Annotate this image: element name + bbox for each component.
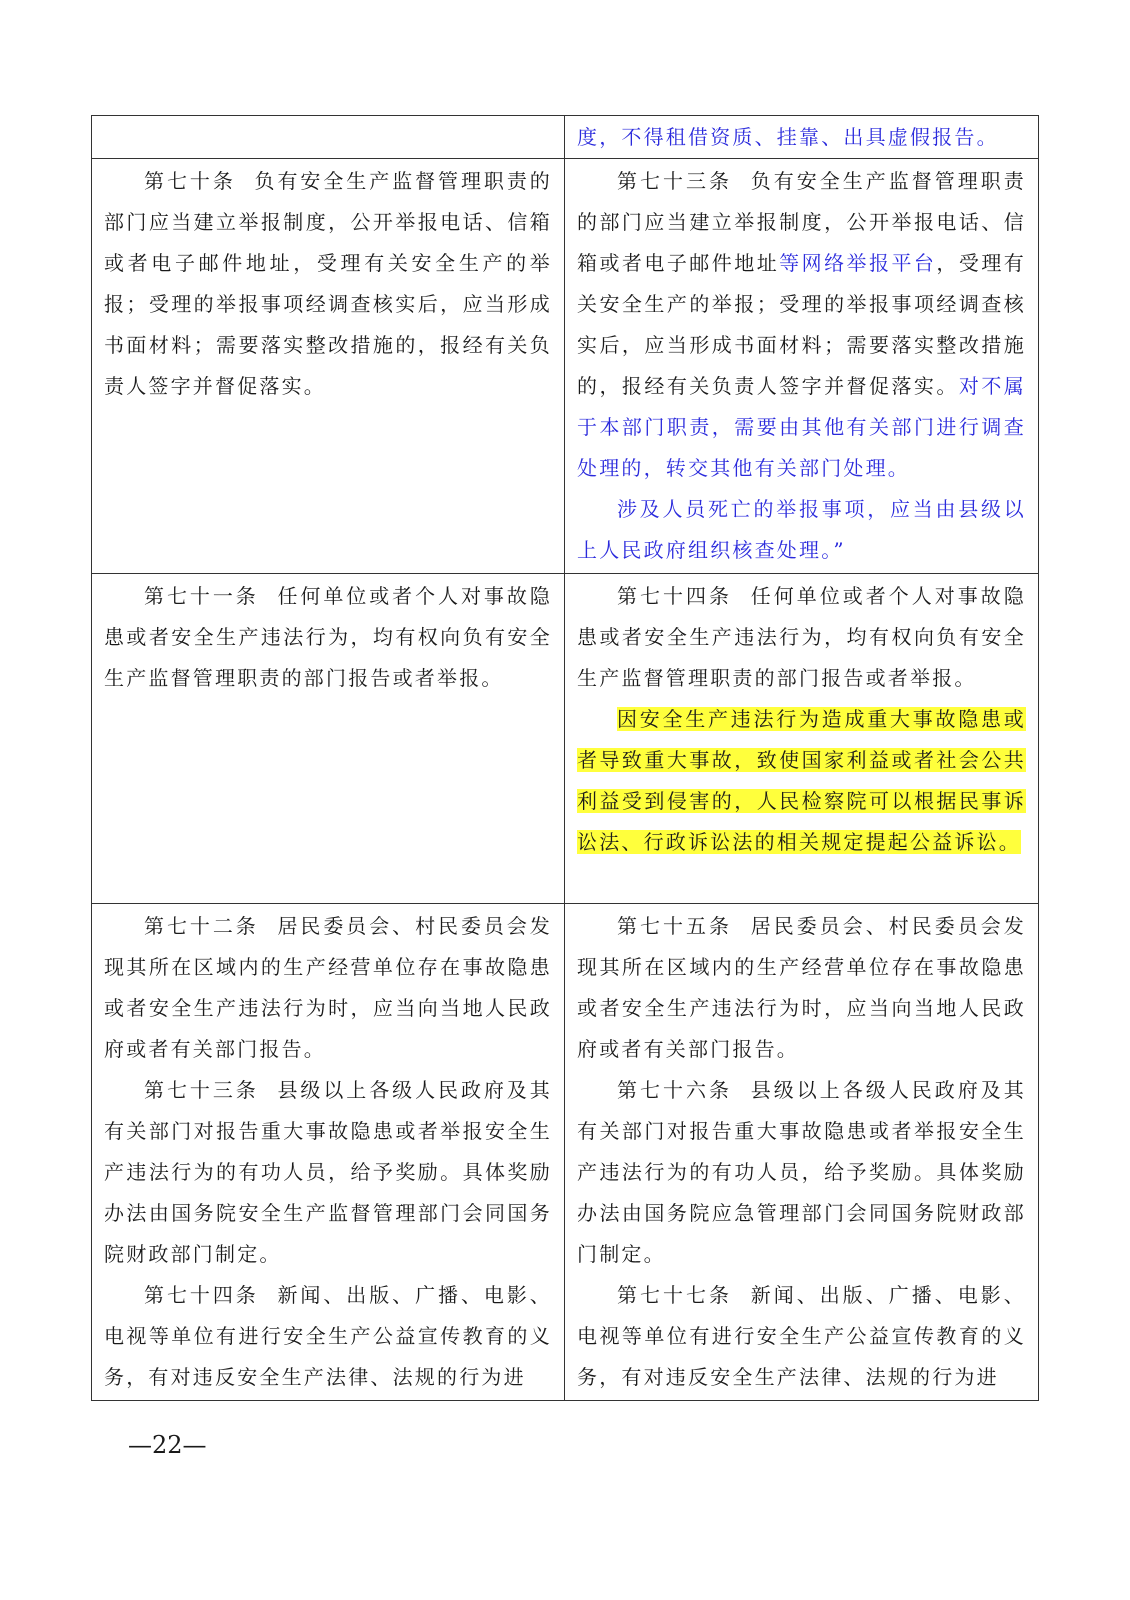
article-paragraph [577,576,1026,699]
article-number: 第七十条 [144,169,236,193]
article-number: 第七十三条 [617,169,732,193]
article-text: ，受理有关安全生产的举报；受理的举报事项经调查核实后，应当形成书面材料；需要落实整改措施的，报经有关负责人签字并督促落实。 [577,251,1026,398]
article-text: 居民委员会、村民委员会发现其所在区域内的生产经营单位存在事故隐患或者安全生产违法行为时，应当向当地人民政府或者有关部门报告。 [577,914,1026,1061]
paragraph [577,118,1026,156]
article-paragraph [104,1070,552,1275]
article-paragraph [577,161,1026,489]
article-number: 第七十七条 [617,1283,732,1307]
article-paragraph [104,576,552,699]
added-paragraph [577,699,1026,863]
article-text: 任何单位或者个人对事故隐患或者安全生产违法行为，均有权向负有安全生产监督管理职责的部门报告或者举报。 [577,584,1026,690]
article-text: 新闻、出版、广播、电影、电视等单位有进行安全生产公益宣传教育的义务，有对违反安全生产法律、法规的行为进 [104,1283,553,1389]
article-text: 县级以上各级人民政府及其有关部门对报告重大事故隐患或者举报安全生产违法行为的有功人员，给予奖励。具体奖励办法由国务院应急管理部门会同国务院财政部门制定。 [577,1078,1026,1266]
article-number: 第七十一条 [144,584,259,608]
table-row [92,574,1039,904]
page-number: —22— [128,1431,207,1459]
added-text: 等网络举报平台 [779,251,937,275]
article-number: 第七十四条 [144,1283,259,1307]
article-text: 县级以上各级人民政府及其有关部门对报告重大事故隐患或者举报安全生产违法行为的有功人员，给予奖励。具体奖励办法由国务院安全生产监督管理部门会同国务院财政部门制定。 [104,1078,553,1266]
table-row [92,116,1039,159]
article-paragraph [577,1275,1026,1398]
article-paragraph [577,906,1026,1070]
new-text-cell [565,574,1039,904]
article-paragraph [104,161,552,407]
article-paragraph [104,906,552,1070]
table-row [92,904,1039,1401]
comparison-table [91,115,1039,1401]
added-text: 涉及人员死亡的举报事项，应当由县级以上人民政府组织核查处理。” [577,497,1026,562]
added-text: 对不属于本部门职责，需要由其他有关部门进行调查处理的，转交其他有关部门处理。 [577,374,1026,480]
article-text: 居民委员会、村民委员会发现其所在区域内的生产经营单位存在事故隐患或者安全生产违法行为时，应当向当地人民政府或者有关部门报告。 [104,914,553,1061]
article-number: 第七十三条 [144,1078,259,1102]
new-text-cell [565,159,1039,574]
old-text-cell [92,904,565,1401]
article-number: 第七十二条 [144,914,259,938]
article-text: 负有安全生产监督管理职责的部门应当建立举报制度，公开举报电话、信箱或者电子邮件地址，受理有关安全生产的举报；受理的举报事项经调查核实后，应当形成书面材料；需要落实整改措施的，报经有关负责人签字并督促落实。 [104,169,552,398]
old-text-cell [92,116,565,159]
article-number: 第七十四条 [617,584,732,608]
new-text-cell [565,116,1039,159]
article-text: 新闻、出版、广播、电影、电视等单位有进行安全生产公益宣传教育的义务，有对违反安全生产法律、法规的行为进 [577,1283,1026,1389]
added-text: 度，不得租借资质、挂靠、出具虚假报告。 [577,125,999,149]
old-text-cell [92,159,565,574]
new-text-cell [565,904,1039,1401]
article-number: 第七十五条 [617,914,732,938]
table-row [92,159,1039,574]
article-paragraph [104,1275,552,1398]
article-text: 负有安全生产监督管理职责的部门应当建立举报制度，公开举报电话、信箱或者电子邮件地址 [577,169,1026,275]
article-number: 第七十六条 [617,1078,732,1102]
article-text: 任何单位或者个人对事故隐患或者安全生产违法行为，均有权向负有安全生产监督管理职责的部门报告或者举报。 [104,584,553,690]
article-paragraph [577,1070,1026,1275]
highlighted-text: 因安全生产违法行为造成重大事故隐患或者导致重大事故，致使国家利益或者社会公共利益受到侵害的，人民检察院可以根据民事诉讼法、行政诉讼法的相关规定提起公益诉讼。 [577,707,1026,854]
old-text-cell [92,574,565,904]
added-paragraph [577,489,1026,571]
